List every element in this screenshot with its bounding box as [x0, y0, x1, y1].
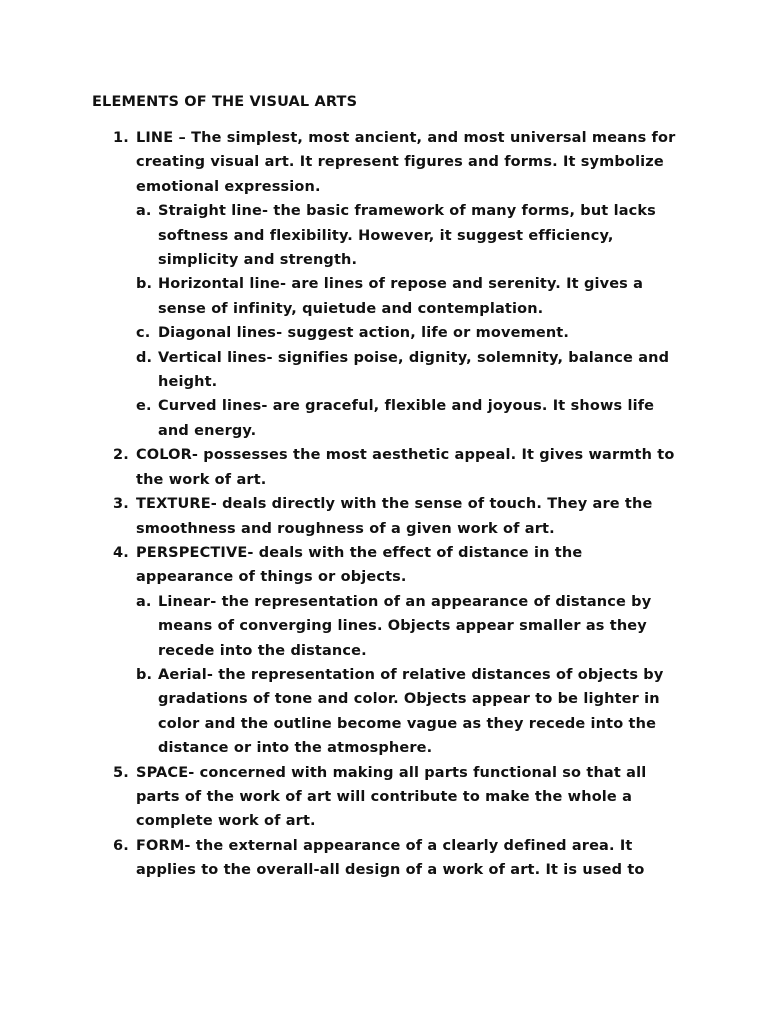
subitem-curved-lines [136, 394, 676, 443]
subitem-horizontal-line [136, 272, 676, 321]
list-item-text: PERSPECTIVE- deals with the effect of distance in the appearance of things or objects. [136, 544, 583, 586]
subitem-text: Straight line- the basic framework of many forms, but lacks softness and flexibility. However, it suggest efficiency, simplicity and strength. [158, 203, 656, 269]
subitem-straight-line [136, 199, 676, 272]
list-item-form [0, 834, 768, 883]
list-item-perspective [0, 541, 768, 761]
list-item-number: 2. [113, 447, 129, 464]
subitem-letter: d. [136, 349, 153, 366]
subitem-letter: b. [136, 276, 153, 293]
subitem-linear [136, 590, 676, 663]
subitem-text: Aerial- the representation of relative distances of objects by gradations of tone and color. Objects appear to be lighter in color and the outline become vague as they recede into the distance or into the atmosphere. [158, 666, 664, 757]
elements-list [0, 126, 768, 883]
list-item-number: 1. [113, 130, 129, 146]
list-item-text: COLOR- possesses the most aesthetic appeal. It gives warmth to the work of art. [136, 447, 675, 488]
list-item-text: SPACE- concerned with making all parts functional so that all parts of the work of art will contribute to make the whole a complete work of art. [136, 764, 647, 830]
list-item-text: TEXTURE- deals directly with the sense of touch. They are the smoothness and roughness of a given work of art. [136, 496, 653, 537]
list-item-line [0, 126, 768, 443]
list-item-color [0, 443, 768, 492]
subitem-text: Linear- the representation of an appearance of distance by means of converging lines. Objects appear smaller as they recede into the distance. [158, 593, 652, 659]
subitem-text: Diagonal lines- suggest action, life or movement. [158, 325, 570, 342]
document-title: ELEMENTS OF THE VISUAL ARTS [92, 94, 358, 110]
subitem-text: Horizontal line- are lines of repose and serenity. It gives a sense of infinity, quietude and contemplation. [158, 276, 644, 317]
subitem-aerial [136, 663, 676, 761]
list-item-number: 5. [113, 764, 129, 781]
subitem-vertical-lines [136, 346, 676, 395]
subitem-text: Curved lines- are graceful, flexible and joyous. It shows life and energy. [158, 398, 655, 439]
perspective-subitems-list [136, 590, 676, 761]
subitem-letter: e. [136, 398, 152, 415]
subitem-text: Vertical lines- signifies poise, dignity, solemnity, balance and height. [158, 349, 670, 391]
list-item-number: 6. [113, 837, 129, 854]
subitem-diagonal-lines [136, 321, 676, 345]
list-item-space [0, 761, 768, 834]
list-item-number: 4. [113, 544, 129, 561]
list-item-text: FORM- the external appearance of a clearly defined area. It applies to the overall-all design of a work of art. It is used to [136, 837, 645, 879]
list-item-texture [0, 492, 768, 541]
line-subitems-list [136, 199, 676, 443]
subitem-letter: a. [136, 203, 152, 220]
list-item-text: LINE – The simplest, most ancient, and most universal means for creating visual art. It represent figures and forms. It symbolize emotional expression. [136, 130, 676, 195]
subitem-letter: a. [136, 593, 152, 610]
subitem-letter: b. [136, 666, 153, 683]
subitem-letter: c. [136, 325, 151, 342]
list-item-number: 3. [113, 496, 129, 513]
